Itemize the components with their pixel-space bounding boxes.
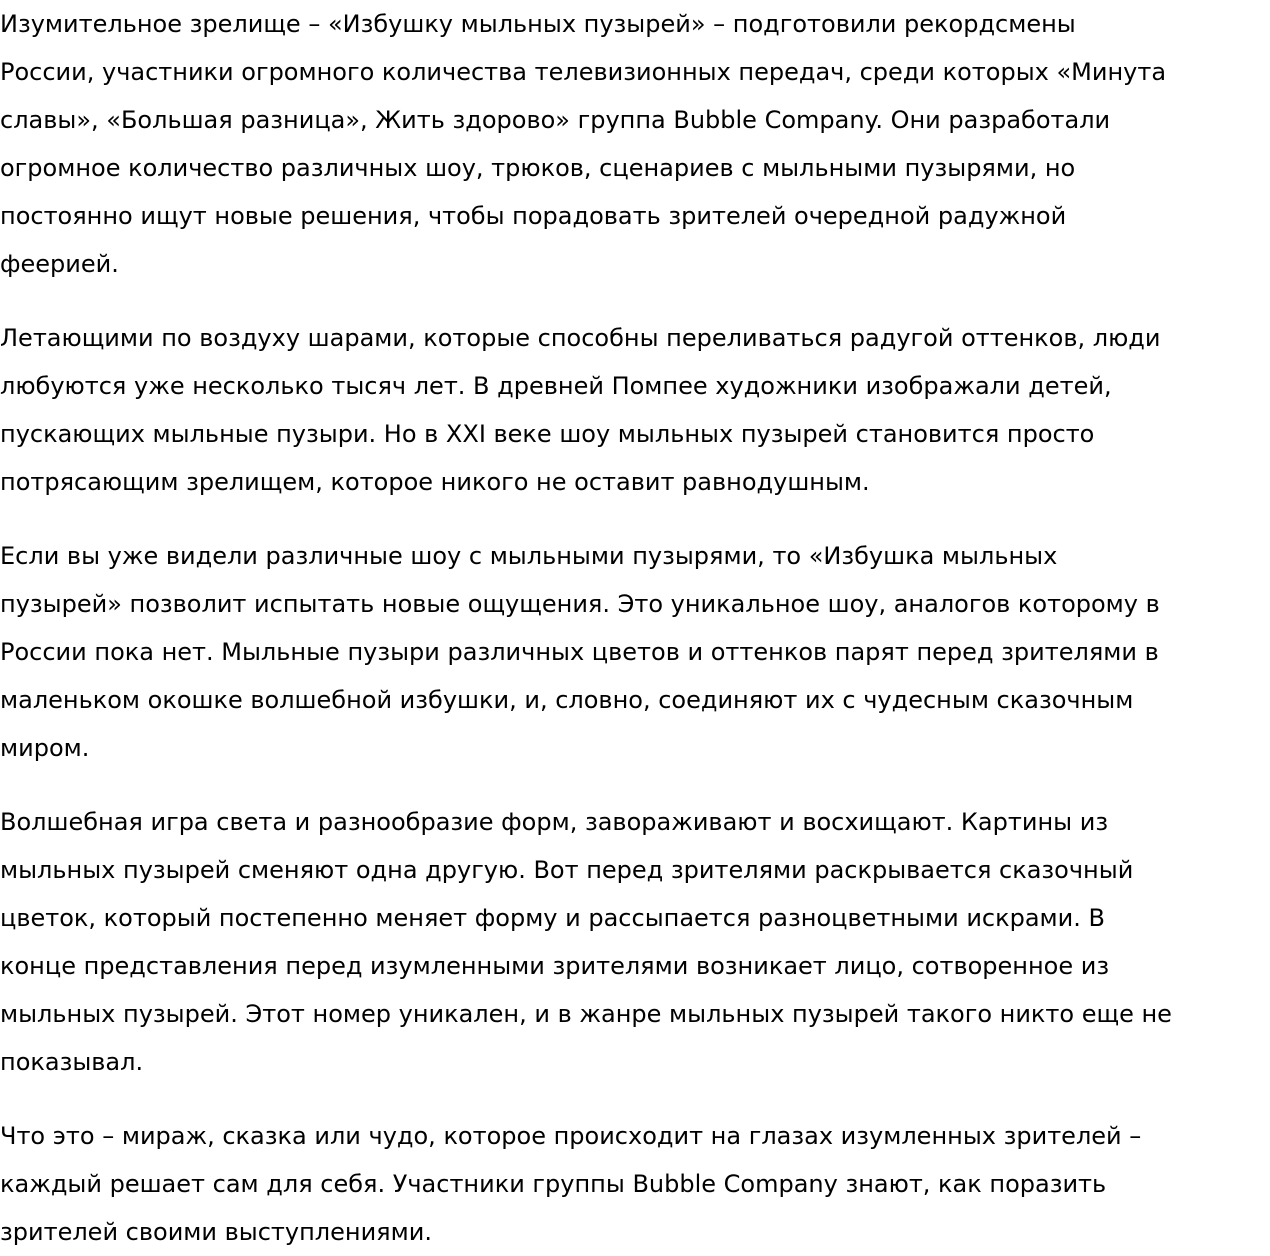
text-line: постоянно ищут новые решения, чтобы порадовать зрителей очередной радужной [0,202,1067,230]
text-line: любуются уже несколько тысяч лет. В древней Помпее художники изображали детей, [0,372,1112,400]
paragraph-conclusion [0,1112,1270,1256]
text-line: Волшебная игра света и разнообразие форм, завораживают и восхищают. Картины из [0,808,1109,836]
text-line: феерией. [0,250,119,278]
paragraph-history [0,314,1270,506]
paragraph-light-play [0,798,1270,1086]
paragraph-unique-show [0,532,1270,772]
text-line: Летающими по воздуху шарами, которые способны переливаться радугой оттенков, люди [0,324,1161,352]
text-line: России пока нет. Мыльные пузыри различных цветов и оттенков парят перед зрителями в [0,638,1159,666]
text-line: славы», «Большая разница», Жить здорово» группа Bubble Company. Они разработали [0,106,1111,134]
text-line: Что это – мираж, сказка или чудо, которое происходит на глазах изумленных зрителей – [0,1122,1142,1150]
text-line: Изумительное зрелище – «Избушку мыльных пузырей» – подготовили рекордсмены [0,10,1076,38]
text-line: конце представления перед изумленными зрителями возникает лицо, сотворенное из [0,952,1110,980]
text-line: миром. [0,734,90,762]
text-line: огромное количество различных шоу, трюков, сценариев с мыльными пузырями, но [0,154,1076,182]
text-line: зрителей своими выступлениями. [0,1218,432,1246]
text-line: маленьком окошке волшебной избушки, и, словно, соединяют их с чудесным сказочным [0,686,1134,714]
text-line: мыльных пузырей сменяют одна другую. Вот перед зрителями раскрывается сказочный [0,856,1134,884]
text-line: каждый решает сам для себя. Участники группы Bubble Company знают, как поразить [0,1170,1107,1198]
text-line: пускающих мыльные пузыри. Но в XXI веке шоу мыльных пузырей становится просто [0,420,1095,448]
text-line: цветок, который постепенно меняет форму и рассыпается разноцветными искрами. В [0,904,1105,932]
text-line: Если вы уже видели различные шоу с мыльными пузырями, то «Избушка мыльных [0,542,1058,570]
text-line: показывал. [0,1048,144,1076]
text-line: пузырей» позволит испытать новые ощущения. Это уникальное шоу, аналогов которому в [0,590,1160,618]
text-line: мыльных пузырей. Этот номер уникален, и в жанре мыльных пузырей такого никто еще не [0,1000,1172,1028]
text-line: России, участники огромного количества телевизионных передач, среди которых «Минута [0,58,1167,86]
text-line: потрясающим зрелищем, которое никого не оставит равнодушным. [0,468,870,496]
paragraph-intro [0,0,1270,288]
